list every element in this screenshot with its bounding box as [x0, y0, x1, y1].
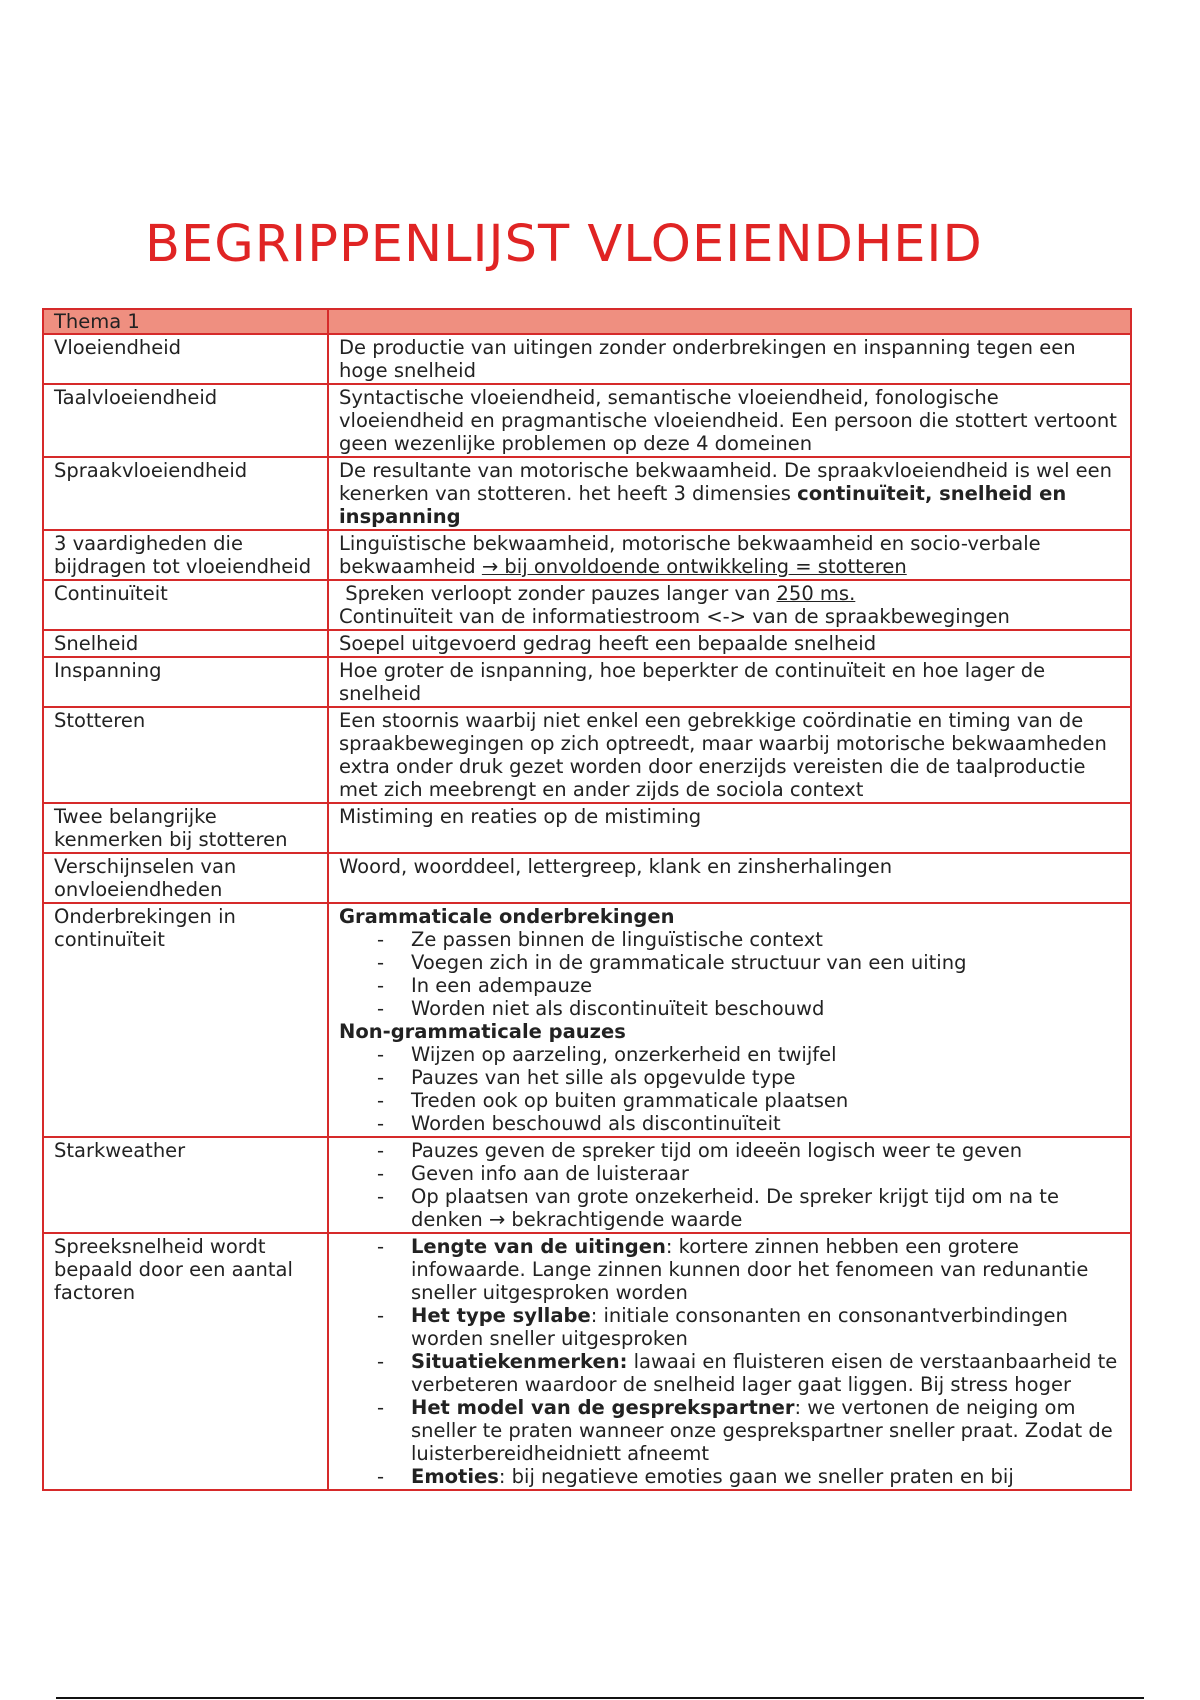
- term-cell: Inspanning: [43, 657, 328, 707]
- definition-line: Continuïteit van de informatiestroom <-> van de spraakbewegingen: [339, 605, 1010, 628]
- list-item: - Pauzes van het sille als opgevulde type: [339, 1066, 1120, 1089]
- term-cell: Spreeksnelheid wordt bepaald door een aantal factoren: [43, 1233, 328, 1490]
- list-item: - In een adempauze: [339, 974, 1120, 997]
- table-row: [43, 803, 1131, 853]
- list-item: [339, 1235, 1120, 1304]
- definition-text: Linguïstische bekwaamheid, motorische bekwaamheid en socio-verbale bekwaamheid: [339, 532, 1041, 578]
- definition-cell: Soepel uitgevoerd gedrag heeft een bepaalde snelheid: [328, 630, 1131, 657]
- table-row: [43, 657, 1131, 707]
- definition-cell: De productie van uitingen zonder onderbrekingen en inspanning tegen een hoge snelheid: [328, 334, 1131, 384]
- definition-cell: [328, 1233, 1131, 1490]
- term-cell: Twee belangrijke kenmerken bij stotteren: [43, 803, 328, 853]
- definition-bold-text: continuïteit, snelheid en inspanning: [339, 482, 1067, 528]
- table-row: [43, 530, 1131, 580]
- list-item: - Worden niet als discontinuïteit beschouwd: [339, 997, 1120, 1020]
- list-item: - Pauzes geven de spreker tijd om ideeën logisch weer te geven: [339, 1139, 1120, 1162]
- table-row: [43, 707, 1131, 803]
- definition-cell: [328, 580, 1131, 630]
- factor-text: : initiale consonanten en consonantverbindingen worden sneller uitgesproken: [411, 1304, 1068, 1350]
- definition-cell: Woord, woorddeel, lettergreep, klank en zinsherhalingen: [328, 853, 1131, 903]
- list-item: [339, 1465, 1120, 1488]
- page-title: BEGRIPPENLIJST VLOEIENDHEID: [145, 215, 983, 274]
- factor-label: Het type syllabe: [411, 1304, 591, 1327]
- list-item: - Voegen zich in de grammaticale structuur van een uiting: [339, 951, 1120, 974]
- list-item: - Treden ook op buiten grammaticale plaatsen: [339, 1089, 1120, 1112]
- term-cell: Continuïteit: [43, 580, 328, 630]
- table-row: [43, 457, 1131, 530]
- section-heading: Non-grammaticale pauzes: [339, 1020, 626, 1043]
- definition-text: De resultante van motorische bekwaamheid. De spraakvloeiendheid is wel een kenerken van stotteren. het heeft 3 dimensies: [339, 459, 1113, 505]
- table-row: [43, 580, 1131, 630]
- definition-underlined-text: → bij onvoldoende ontwikkeling = stotteren: [481, 555, 907, 578]
- list-item: [339, 1350, 1120, 1396]
- list-item: - Worden beschouwd als discontinuïteit: [339, 1112, 1120, 1135]
- list-item: - Wijzen op aarzeling, onzerkerheid en twijfel: [339, 1043, 1120, 1066]
- factor-label: Emoties: [411, 1465, 499, 1488]
- term-cell: 3 vaardigheden die bijdragen tot vloeiendheid: [43, 530, 328, 580]
- factor-text: : we vertonen de neiging om sneller te praten wanneer onze gesprekspartner sneller praat. Zodat de luisterbereidheidniett afneemt: [411, 1396, 1113, 1465]
- list-item: [339, 1304, 1120, 1350]
- glossary-table: [42, 308, 1132, 1491]
- definition-cell: [328, 457, 1131, 530]
- bullet-list: [339, 928, 1120, 1020]
- factor-text: : bij negatieve emoties gaan we sneller praten en bij: [498, 1465, 1014, 1488]
- definition-cell: Syntactische vloeiendheid, semantische vloeiendheid, fonologische vloeiendheid en pragmantische vloeiendheid. Een persoon die stottert vertoont geen wezenlijke problemen op deze 4 domeinen: [328, 384, 1131, 457]
- theme-definition: [328, 309, 1131, 334]
- theme-label: Thema 1: [43, 309, 328, 334]
- term-cell: Starkweather: [43, 1137, 328, 1233]
- section-heading: Grammaticale onderbrekingen: [339, 905, 675, 928]
- definition-cell: [328, 530, 1131, 580]
- table-row: [43, 1233, 1131, 1490]
- definition-cell: [328, 903, 1131, 1137]
- definition-text: Spreken verloopt zonder pauzes langer van: [339, 582, 777, 605]
- table-row: [43, 853, 1131, 903]
- table-row: [43, 903, 1131, 1137]
- table-header-row: [43, 309, 1131, 334]
- bullet-list: [339, 1235, 1120, 1488]
- list-item: [339, 1396, 1120, 1465]
- definition-cell: [328, 1137, 1131, 1233]
- definition-cell: Hoe groter de isnpanning, hoe beperkter de continuïteit en hoe lager de snelheid: [328, 657, 1131, 707]
- list-item: - Geven info aan de luisteraar: [339, 1162, 1120, 1185]
- factor-label: Lengte van de uitingen: [411, 1235, 666, 1258]
- factor-label: Het model van de gesprekspartner: [411, 1396, 795, 1419]
- term-cell: Snelheid: [43, 630, 328, 657]
- term-cell: Verschijnselen van onvloeiendheden: [43, 853, 328, 903]
- term-cell: Taalvloeiendheid: [43, 384, 328, 457]
- definition-line: [339, 582, 1120, 605]
- table-row: [43, 630, 1131, 657]
- table-row: [43, 384, 1131, 457]
- list-item: - Ze passen binnen de linguïstische context: [339, 928, 1120, 951]
- bullet-list: [339, 1043, 1120, 1135]
- bullet-list: [339, 1139, 1120, 1231]
- definition-cell: Een stoornis waarbij niet enkel een gebrekkige coördinatie en timing van de spraakbewegingen op zich optreedt, maar waarbij motorische bekwaamheden extra onder druk gezet worden door enerzijds vereisten die de taalproductie met zich meebrengt en ander zijds de sociola context: [328, 707, 1131, 803]
- table-row: [43, 1137, 1131, 1233]
- term-cell: Onderbrekingen in continuïteit: [43, 903, 328, 1137]
- factor-label: Situatiekenmerken:: [411, 1350, 628, 1373]
- definition-underlined-text: 250 ms.: [776, 582, 856, 605]
- table-row: [43, 334, 1131, 384]
- term-cell: Stotteren: [43, 707, 328, 803]
- term-cell: Vloeiendheid: [43, 334, 328, 384]
- definition-cell: Mistiming en reaties op de mistiming: [328, 803, 1131, 853]
- factor-text: : kortere zinnen hebben een grotere infowaarde. Lange zinnen kunnen door het fenomeen van redunantie sneller uitgesproken worden: [411, 1235, 1089, 1304]
- factor-text: lawaai en fluisteren eisen de verstaanbaarheid te verbeteren waardoor de snelheid lager gaat liggen. Bij stress hoger: [411, 1350, 1118, 1396]
- list-item: - Op plaatsen van grote onzekerheid. De spreker krijgt tijd om na te denken → bekrachtigende waarde: [339, 1185, 1120, 1231]
- footer-divider: [56, 1697, 1144, 1699]
- term-cell: Spraakvloeiendheid: [43, 457, 328, 530]
